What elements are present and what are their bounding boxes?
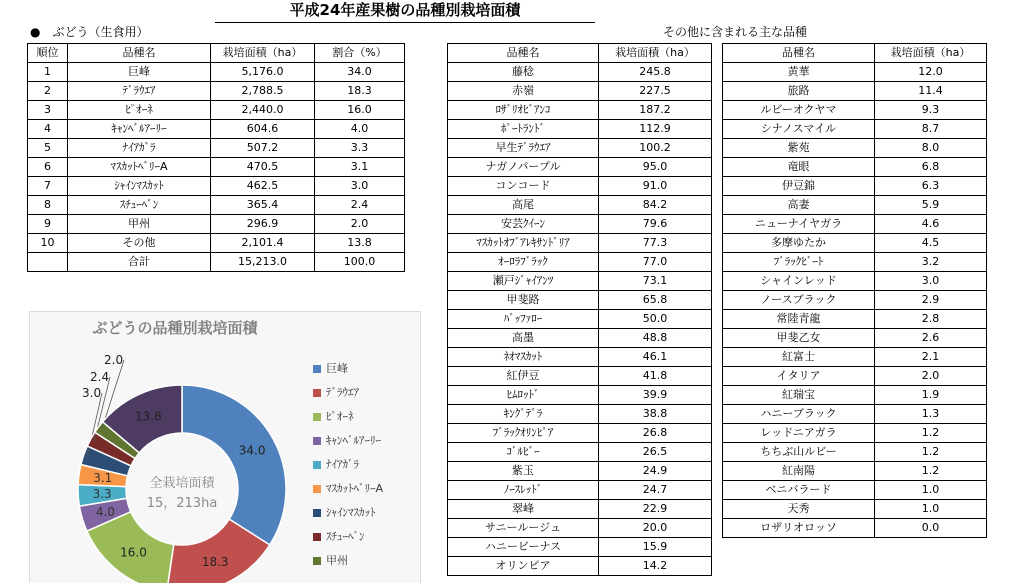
cell-variety: サニールージュ [448, 519, 599, 538]
cell-rank: 8 [28, 196, 68, 215]
cell-share: 3.0 [315, 177, 405, 196]
cell-area: 227.5 [599, 82, 712, 101]
cell-variety: ﾎﾟｰﾄﾗﾝﾄﾞ [448, 120, 599, 139]
page-title: 平成24年産果樹の品種別栽培面積 [215, 0, 595, 23]
table-row [723, 310, 987, 329]
col-header-area: 栽培面積（ha） [599, 44, 712, 63]
cell-share: 18.3 [315, 82, 405, 101]
col-header-share: 割合（%） [315, 44, 405, 63]
table-row [28, 101, 405, 120]
legend-swatch [313, 437, 321, 445]
cell-variety: 紫玉 [448, 462, 599, 481]
data-label: 13.8 [135, 409, 162, 424]
cell-variety: 高墨 [448, 329, 599, 348]
table-row [448, 462, 712, 481]
table-row [28, 253, 405, 272]
cell-area: 65.8 [599, 291, 712, 310]
table-row [28, 215, 405, 234]
data-label: 3.1 [93, 470, 113, 485]
cell-variety: 巨峰 [68, 63, 211, 82]
data-label: 3.0 [82, 386, 102, 400]
col-header-variety: 品種名 [723, 44, 875, 63]
donut-slice [182, 385, 286, 545]
table-row [723, 462, 987, 481]
cell-variety: ﾊﾞｯﾌｧﾛｰ [448, 310, 599, 329]
section-label-grape: ● ぶどう（生食用） [30, 25, 149, 39]
table-row [28, 234, 405, 253]
legend-item [313, 528, 365, 546]
cell-rank: 1 [28, 63, 68, 82]
cell-area: 91.0 [599, 177, 712, 196]
data-label: 2.0 [104, 353, 124, 367]
other-variety-table-1 [447, 43, 712, 576]
cell-variety: ﾈｵﾏｽｶｯﾄ [448, 348, 599, 367]
cell-variety: 甲斐路 [448, 291, 599, 310]
table-row [723, 500, 987, 519]
cell-area: 11.4 [875, 82, 987, 101]
table-row [723, 424, 987, 443]
legend-swatch [313, 413, 321, 421]
cell-variety: シナノスマイル [723, 120, 875, 139]
cell-area: 2.6 [875, 329, 987, 348]
table-row [723, 367, 987, 386]
legend-swatch [313, 533, 321, 541]
cell-rank [28, 253, 68, 272]
col-header-rank: 順位 [28, 44, 68, 63]
cell-area: 1.2 [875, 462, 987, 481]
cell-variety: 甲州 [68, 215, 211, 234]
donut-chart-panel [29, 311, 421, 583]
cell-variety: 伊豆錦 [723, 177, 875, 196]
legend-label: 甲州 [326, 554, 348, 567]
cell-area: 1.0 [875, 481, 987, 500]
cell-area: 2,440.0 [211, 101, 315, 120]
cell-variety: 常陸青龍 [723, 310, 875, 329]
legend-label: ﾋﾟｵｰﾈ [326, 410, 354, 423]
cell-area: 15.9 [599, 538, 712, 557]
table-row [723, 120, 987, 139]
table-row [723, 443, 987, 462]
table-row [448, 196, 712, 215]
cell-rank: 6 [28, 158, 68, 177]
cell-variety: 安芸ｸｲｰﾝ [448, 215, 599, 234]
cell-variety: ﾌﾞﾗｯｸﾋﾞｰﾄ [723, 253, 875, 272]
legend-item [313, 480, 383, 498]
legend-item [313, 384, 359, 402]
cell-area: 79.6 [599, 215, 712, 234]
cell-variety: 高尾 [448, 196, 599, 215]
table-header-row [448, 44, 712, 63]
cell-area: 77.3 [599, 234, 712, 253]
cell-variety: 多摩ゆたか [723, 234, 875, 253]
table-row [448, 234, 712, 253]
cell-variety: ｷﾝｸﾞﾃﾞﾗ [448, 405, 599, 424]
cell-variety: ｼｬｲﾝﾏｽｶｯﾄ [68, 177, 211, 196]
cell-area: 1.2 [875, 443, 987, 462]
table-row [448, 443, 712, 462]
table-row [448, 291, 712, 310]
data-label: 34.0 [238, 443, 266, 458]
legend-label: ｼｬｲﾝﾏｽｶｯﾄ [326, 506, 376, 519]
cell-variety: ﾃﾞﾗｳｴｱ [68, 82, 211, 101]
cell-variety: シャインレッド [723, 272, 875, 291]
cell-area: 1.2 [875, 424, 987, 443]
cell-variety: 高妻 [723, 196, 875, 215]
cell-area: 73.1 [599, 272, 712, 291]
cell-variety: 合計 [68, 253, 211, 272]
cell-share: 34.0 [315, 63, 405, 82]
cell-variety: 竜眼 [723, 158, 875, 177]
table-row [448, 272, 712, 291]
cell-area: 470.5 [211, 158, 315, 177]
cell-variety: ロザリオロッソ [723, 519, 875, 538]
cell-area: 245.8 [599, 63, 712, 82]
cell-variety: 紅伊豆 [448, 367, 599, 386]
table-row [723, 291, 987, 310]
cell-variety: ﾌﾞﾗｯｸｵﾘﾝﾋﾟｱ [448, 424, 599, 443]
table-row [448, 367, 712, 386]
cell-area: 2,101.4 [211, 234, 315, 253]
center-label-total: 15，213ha [146, 496, 218, 511]
cell-variety: 紫苑 [723, 139, 875, 158]
table-row [448, 82, 712, 101]
legend-swatch [313, 365, 321, 373]
cell-area: 3.0 [875, 272, 987, 291]
cell-area: 95.0 [599, 158, 712, 177]
table-row [448, 481, 712, 500]
table-row [723, 329, 987, 348]
table-header-row [28, 44, 405, 63]
legend-label: ｷｬﾝﾍﾞﾙｱｰﾘｰ [326, 434, 381, 447]
cell-rank: 10 [28, 234, 68, 253]
cell-variety: 黄華 [723, 63, 875, 82]
cell-variety: ﾏｽｶｯﾄﾍﾞﾘｰA [68, 158, 211, 177]
table-row [448, 215, 712, 234]
table-row [723, 234, 987, 253]
table-row [723, 386, 987, 405]
cell-variety: ｽﾁｭｰﾍﾞﾝ [68, 196, 211, 215]
cell-variety: 藤稔 [448, 63, 599, 82]
table-row [723, 63, 987, 82]
cell-rank: 4 [28, 120, 68, 139]
cell-share: 2.4 [315, 196, 405, 215]
cell-area: 26.8 [599, 424, 712, 443]
cell-area: 365.4 [211, 196, 315, 215]
legend-label: ｽﾁｭｰﾍﾞﾝ [326, 530, 365, 543]
legend-item [313, 432, 381, 450]
table-row [723, 519, 987, 538]
cell-variety: その他 [68, 234, 211, 253]
cell-variety: ニューナイヤガラ [723, 215, 875, 234]
section-label-others: その他に含まれる主な品種 [662, 25, 807, 39]
table-row [448, 253, 712, 272]
cell-area: 604.6 [211, 120, 315, 139]
cell-area: 3.2 [875, 253, 987, 272]
cell-variety: 天秀 [723, 500, 875, 519]
cell-area: 4.6 [875, 215, 987, 234]
cell-area: 15,213.0 [211, 253, 315, 272]
cell-variety: ベニバラード [723, 481, 875, 500]
table-row [448, 63, 712, 82]
cell-variety: ハニービーナス [448, 538, 599, 557]
cell-area: 84.2 [599, 196, 712, 215]
cell-variety: ﾉｰｽﾚｯﾄﾞ [448, 481, 599, 500]
cell-share: 3.3 [315, 139, 405, 158]
cell-variety: ﾋﾟｵｰﾈ [68, 101, 211, 120]
cell-area: 8.0 [875, 139, 987, 158]
table-row [448, 139, 712, 158]
cell-variety: 甲斐乙女 [723, 329, 875, 348]
table-row [28, 82, 405, 101]
table-row [448, 405, 712, 424]
cell-area: 2.1 [875, 348, 987, 367]
cell-area: 9.3 [875, 101, 987, 120]
cell-area: 5,176.0 [211, 63, 315, 82]
cell-area: 296.9 [211, 215, 315, 234]
table-row [448, 538, 712, 557]
cell-variety: ルビーオクヤマ [723, 101, 875, 120]
table-row [723, 139, 987, 158]
table-row [28, 177, 405, 196]
cell-area: 6.3 [875, 177, 987, 196]
cell-variety: ハニーブラック [723, 405, 875, 424]
cell-variety: ｺﾞﾙﾋﾞｰ [448, 443, 599, 462]
cell-area: 12.0 [875, 63, 987, 82]
table-row [723, 215, 987, 234]
cell-area: 1.9 [875, 386, 987, 405]
col-header-area: 栽培面積（ha） [875, 44, 987, 63]
table-row [723, 177, 987, 196]
center-label-title: 全栽培面積 [149, 476, 215, 491]
table-row [448, 310, 712, 329]
table-row [28, 196, 405, 215]
legend-item [313, 504, 376, 522]
cell-variety: ﾋﾑﾛｯﾄﾞ [448, 386, 599, 405]
cell-area: 2.9 [875, 291, 987, 310]
data-label: 4.0 [95, 504, 115, 519]
cell-share: 4.0 [315, 120, 405, 139]
cell-area: 14.2 [599, 557, 712, 576]
cell-area: 50.0 [599, 310, 712, 329]
cell-area: 6.8 [875, 158, 987, 177]
cell-area: 24.9 [599, 462, 712, 481]
cell-variety: 早生ﾃﾞﾗｳｴｱ [448, 139, 599, 158]
table-row [448, 158, 712, 177]
table-row [448, 101, 712, 120]
cell-variety: レッドニアガラ [723, 424, 875, 443]
cell-variety: 赤嶺 [448, 82, 599, 101]
cell-area: 26.5 [599, 443, 712, 462]
legend-label: ﾃﾞﾗｳｴｱ [326, 386, 359, 399]
cell-variety: イタリア [723, 367, 875, 386]
cell-variety: ノースブラック [723, 291, 875, 310]
cell-area: 112.9 [599, 120, 712, 139]
cell-share: 16.0 [315, 101, 405, 120]
other-variety-table-2 [722, 43, 987, 538]
cell-area: 22.9 [599, 500, 712, 519]
col-header-variety: 品種名 [68, 44, 211, 63]
table-row [723, 158, 987, 177]
cell-area: 187.2 [599, 101, 712, 120]
data-label: 2.4 [90, 370, 110, 384]
table-row [28, 63, 405, 82]
table-row [448, 557, 712, 576]
cell-variety: ﾛｻﾞﾘｵﾋﾞｱﾝｺ [448, 101, 599, 120]
cell-area: 48.8 [599, 329, 712, 348]
table-row [28, 120, 405, 139]
table-row [448, 120, 712, 139]
table-row [723, 272, 987, 291]
main-variety-table [27, 43, 405, 272]
chart-title: ぶどうの品種別栽培面積 [92, 319, 258, 337]
cell-variety: 紅瑞宝 [723, 386, 875, 405]
data-label: 3.3 [92, 486, 112, 501]
cell-area: 507.2 [211, 139, 315, 158]
cell-variety: 紅富士 [723, 348, 875, 367]
cell-variety: ｵｰﾛﾗﾌﾞﾗｯｸ [448, 253, 599, 272]
cell-variety: オリンピア [448, 557, 599, 576]
table-row [448, 348, 712, 367]
cell-variety: 旅路 [723, 82, 875, 101]
cell-area: 20.0 [599, 519, 712, 538]
table-row [448, 500, 712, 519]
cell-variety: 翠峰 [448, 500, 599, 519]
legend-item [313, 360, 348, 378]
cell-area: 5.9 [875, 196, 987, 215]
table-row [28, 139, 405, 158]
table-header-row [723, 44, 987, 63]
cell-variety: 瀬戸ｼﾞｬｲｱﾝﾂ [448, 272, 599, 291]
data-label: 16.0 [120, 545, 147, 560]
col-header-area: 栽培面積（ha） [211, 44, 315, 63]
cell-variety: ナガノパープル [448, 158, 599, 177]
cell-share: 13.8 [315, 234, 405, 253]
cell-area: 1.0 [875, 500, 987, 519]
legend-swatch [313, 509, 321, 517]
table-row [448, 329, 712, 348]
legend-swatch [313, 557, 321, 565]
legend-label: ﾏｽｶｯﾄﾍﾞﾘｰA [326, 482, 384, 495]
legend-item [313, 456, 359, 474]
cell-share: 3.1 [315, 158, 405, 177]
legend-label: 巨峰 [326, 362, 348, 375]
cell-rank: 3 [28, 101, 68, 120]
table-row [723, 348, 987, 367]
cell-area: 4.5 [875, 234, 987, 253]
table-row [723, 253, 987, 272]
table-row [448, 386, 712, 405]
table-row [448, 177, 712, 196]
cell-rank: 5 [28, 139, 68, 158]
data-label: 18.3 [201, 554, 229, 569]
table-row [723, 196, 987, 215]
cell-area: 2,788.5 [211, 82, 315, 101]
table-row [723, 101, 987, 120]
table-row [723, 82, 987, 101]
table-row [28, 158, 405, 177]
cell-variety: ちちぶ山ルビー [723, 443, 875, 462]
col-header-variety: 品種名 [448, 44, 599, 63]
cell-area: 100.2 [599, 139, 712, 158]
cell-area: 39.9 [599, 386, 712, 405]
cell-area: 38.8 [599, 405, 712, 424]
legend-item [313, 408, 354, 426]
cell-variety: ﾅｲｱｶﾞﾗ [68, 139, 211, 158]
cell-area: 2.8 [875, 310, 987, 329]
table-row [723, 481, 987, 500]
table-row [723, 405, 987, 424]
cell-area: 24.7 [599, 481, 712, 500]
cell-rank: 9 [28, 215, 68, 234]
table-row [448, 519, 712, 538]
legend-item [313, 552, 348, 570]
legend-swatch [313, 389, 321, 397]
cell-area: 0.0 [875, 519, 987, 538]
cell-rank: 2 [28, 82, 68, 101]
cell-variety: ｷｬﾝﾍﾞﾙｱｰﾘｰ [68, 120, 211, 139]
cell-share: 100.0 [315, 253, 405, 272]
cell-area: 41.8 [599, 367, 712, 386]
cell-area: 8.7 [875, 120, 987, 139]
cell-variety: 紅南陽 [723, 462, 875, 481]
cell-area: 46.1 [599, 348, 712, 367]
cell-share: 2.0 [315, 215, 405, 234]
cell-rank: 7 [28, 177, 68, 196]
legend-label: ﾅｲｱｶﾞﾗ [326, 458, 359, 471]
cell-area: 1.3 [875, 405, 987, 424]
cell-area: 77.0 [599, 253, 712, 272]
cell-variety: ﾏｽｶｯﾄｵﾌﾞｱﾚｷｻﾝﾄﾞﾘｱ [448, 234, 599, 253]
cell-variety: コンコード [448, 177, 599, 196]
legend-swatch [313, 461, 321, 469]
cell-area: 2.0 [875, 367, 987, 386]
cell-area: 462.5 [211, 177, 315, 196]
table-row [448, 424, 712, 443]
legend-swatch [313, 485, 321, 493]
